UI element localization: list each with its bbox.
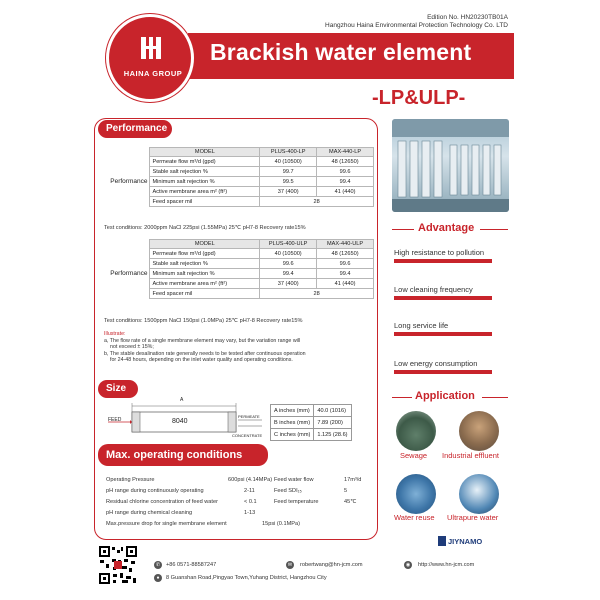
table-row [271,429,352,441]
maxop-label: Operating Pressure [106,477,155,483]
table-cell: 41 (440) [317,187,374,197]
table-row [104,249,374,259]
ulp-test-conditions: Test conditions: 1500ppm NaCl 150psi (1.0MPa) 25℃ pH7-8 Recovery rate15% [104,318,303,324]
table-cell: 40 (10500) [260,157,317,167]
brand-name: JIYNAMO [448,537,483,546]
application-label: Industrial effluent [442,451,499,460]
table-cell: Active membrane area m² (ft²) [150,187,260,197]
illustrate-heading: Illustrate: [104,331,126,337]
advantage-bar [394,259,492,263]
maxop-label: Feed temperature [274,499,319,505]
row-group-label: Performance [110,178,148,185]
divider [480,229,508,230]
table-cell: 28 [260,197,374,207]
footer-email[interactable]: robertwang@hn-jcm.com [300,562,363,568]
table-row [271,417,352,429]
table-cell: Permeate flow m³/d (gpd) [150,249,260,259]
advantage-item: Low energy consumption [394,359,478,368]
concentrate-label: CONCENTRATE [232,433,263,438]
table-row [104,157,374,167]
logo-text: HAINA GROUP [123,69,183,78]
element-code: 8040 [172,418,188,425]
table-cell: 99.4 [317,177,374,187]
table-cell: Minimum salt rejection % [150,177,260,187]
table-cell: 99.6 [317,167,374,177]
divider [482,397,508,398]
email-icon: ✉ [287,562,293,568]
maxop-label: Feed water flow [274,477,314,483]
table-header: MAX-440-ULP [317,240,374,249]
advantage-item: High resistance to pollution [394,248,485,257]
table-header-row [104,240,374,249]
industrial-effluent-image [459,411,499,451]
advantage-heading: Advantage [418,222,475,234]
note-a-cont: not exceed ± 15%; [110,344,154,351]
plant-photo [392,119,509,212]
dim-a-label: A [180,397,184,403]
table-cell: 99.4 [260,269,317,279]
table-cell: 99.4 [317,269,374,279]
table-cell: 40 (10500) [260,249,317,259]
location-icon: ● [154,574,162,582]
table-cell: Active membrane area m² (ft²) [150,279,260,289]
maxop-value: 600psi (4.14MPa) [228,477,273,483]
pressure-drop-label: Max.pressure drop for single membrane element [106,521,227,527]
maxop-value: 2-11 [244,488,255,494]
divider [392,229,414,230]
table-cell: 41 (440) [317,279,374,289]
pressure-drop-value: 15psi (0.1MPa) [262,521,300,527]
table-cell: 28 [260,289,374,299]
illustrate-notes [104,331,374,364]
advantage-bar [394,296,492,300]
table-cell: 1.125 (28.6) [314,429,351,441]
table-cell: B inches (mm) [271,417,314,429]
table-cell: Permeate flow m³/d (gpd) [150,157,260,167]
table-cell: 99.6 [260,259,317,269]
membrane-rack-illustration [392,119,509,212]
footer-address: 8 Guanshan Road,Pingyao Town,Yuhang District, Hangzhou City [166,575,327,581]
edition-number: Edition No. HN20230TB01A [427,14,508,21]
water-reuse-image [396,474,436,514]
table-cell: 99.7 [260,167,317,177]
table-header: MODEL [150,148,260,157]
table-cell: 99.6 [317,259,374,269]
edition-block [325,14,508,30]
footer-website[interactable]: http://www.hn-jcm.com [418,562,475,568]
permeate-label: PERMEATE [238,414,260,419]
maxop-label: pH range during chemical cleaning [106,510,193,516]
advantage-item: Low cleaning frequency [394,285,473,294]
table-cell: Minimum salt rejection % [150,269,260,279]
feed-label: FEED [108,417,122,423]
table-header-row [104,148,374,157]
maxop-value: < 0.1 [244,499,257,505]
phone-icon: ✆ [155,562,161,568]
maxop-value: 45℃ [344,499,357,505]
maxop-label: pH range during continuously operating [106,488,204,494]
table-cell: 7.89 (200) [314,417,351,429]
company-logo [106,14,194,102]
brand-logo-icon [438,536,446,546]
table-cell: 37 (400) [260,187,317,197]
note-b: b, The stable desalination rate generally needs to be tested after continuous operation [104,350,306,357]
qr-code-icon [98,545,138,585]
max-operating-heading: Max. operating conditions [98,444,268,466]
page-title: Brackish water element [210,39,472,65]
table-cell: 40.0 (1016) [314,405,351,417]
company-name: Hangzhou Haina Environmental Protection Technology Co. LTD [325,22,508,29]
table-cell: Stable salt rejection % [150,167,260,177]
maxop-value: 5 [344,488,348,494]
table-row [271,405,352,417]
divider [392,397,412,398]
table-cell: 48 (12650) [317,157,374,167]
ultrapure-water-image [459,474,499,514]
page-subtitle: -LP&ULP- [372,87,466,109]
performance-heading: Performance [98,120,172,138]
note-a: a, The flow rate of a single membrane element may vary, but the variation range will [104,337,301,344]
application-heading: Application [415,390,475,402]
advantage-bar [394,370,492,374]
table-cell: Feed spacer mil [150,197,260,207]
application-label: Water reuse [394,513,435,522]
table-cell: C inches (mm) [271,429,314,441]
note-b-cont: for 24-48 hours, depending on the inlet water quality and operating conditions. [110,357,293,364]
table-header: MODEL [150,240,260,249]
table-header: MAX-440-LP [317,148,374,157]
table-cell: A inches (mm) [271,405,314,417]
application-label: Ultrapure water [447,513,499,522]
table-cell: 99.5 [260,177,317,187]
lp-test-conditions: Test conditions: 2000ppm NaCl 225psi (1.55MPa) 25℃ pH7-8 Recovery rate15% [104,225,306,231]
sewage-image [396,411,436,451]
advantage-bar [394,332,492,336]
ulp-performance-table [104,239,374,299]
table-cell: 37 (400) [260,279,317,289]
lp-performance-table [104,147,374,207]
table-cell: Feed spacer mil [150,289,260,299]
maxop-value: 1-13 [244,510,256,516]
table-cell: Stable salt rejection % [150,259,260,269]
size-heading: Size [98,380,138,398]
table-header: PLUS-400-ULP [260,240,317,249]
table-cell: 48 (12650) [317,249,374,259]
globe-icon: ◉ [405,562,411,568]
logo-mark-icon [139,35,163,61]
footer-phone[interactable]: +86 0571-88587247 [166,562,217,568]
advantage-item: Long service life [394,321,449,330]
size-table [270,404,352,441]
row-group-label: Performance [110,270,148,277]
maxop-label: Feed SDI₁₅ [274,488,302,494]
table-header: PLUS-400-LP [260,148,317,157]
application-label: Sewage [400,451,428,460]
maxop-value: 17m³/d [344,477,362,483]
maxop-label: Residual chlorine concentration of feed water [106,499,218,505]
